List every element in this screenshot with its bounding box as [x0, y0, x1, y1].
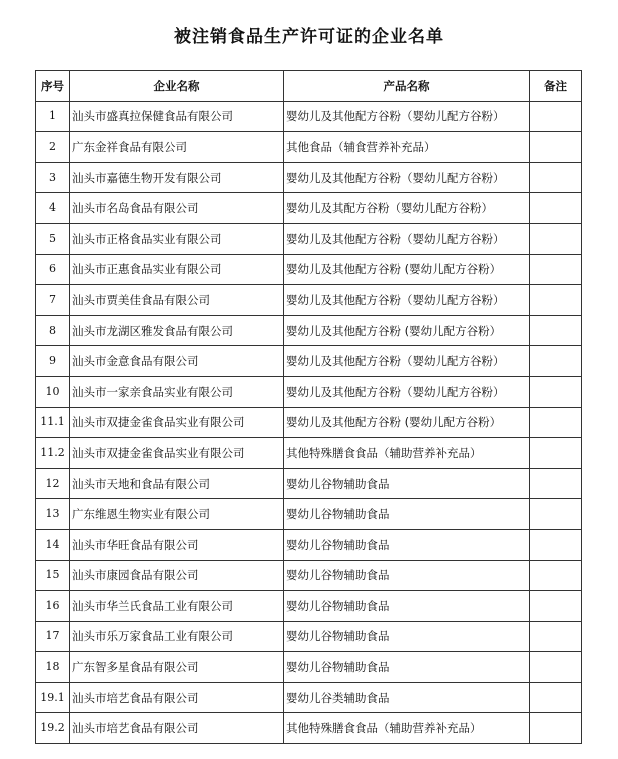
table-row: [36, 499, 582, 530]
row-seq: 12: [36, 468, 70, 499]
row-note: [530, 346, 582, 377]
row-note: [530, 499, 582, 530]
row-enterprise: 汕头市培艺食品有限公司: [70, 682, 284, 713]
row-product: 婴幼儿谷类辅助食品: [284, 682, 530, 713]
row-note: [530, 682, 582, 713]
row-seq: 4: [36, 193, 70, 224]
row-enterprise: 汕头市华旺食品有限公司: [70, 529, 284, 560]
row-note: [530, 407, 582, 438]
header-seq: 序号: [36, 71, 70, 102]
row-enterprise: 广东智多星食品有限公司: [70, 652, 284, 683]
row-product: 婴幼儿及其他配方谷粉（婴幼儿配方谷粉）: [284, 346, 530, 377]
row-seq: 10: [36, 376, 70, 407]
table-row: [36, 346, 582, 377]
table-row: [36, 438, 582, 469]
header-note: 备注: [530, 71, 582, 102]
row-note: [530, 652, 582, 683]
row-note: [530, 621, 582, 652]
row-seq: 16: [36, 591, 70, 622]
row-note: [530, 254, 582, 285]
table-row: [36, 101, 582, 132]
row-product: 其他特殊膳食食品（辅助营养补充品）: [284, 438, 530, 469]
row-product: 婴幼儿及其他配方谷粉（婴幼儿配方谷粉）: [284, 376, 530, 407]
table-body: [36, 101, 582, 743]
row-note: [530, 132, 582, 163]
row-enterprise: 汕头市天地和食品有限公司: [70, 468, 284, 499]
row-enterprise: 汕头市正惠食品实业有限公司: [70, 254, 284, 285]
row-seq: 11.1: [36, 407, 70, 438]
table-row: [36, 682, 582, 713]
row-product: 婴幼儿谷物辅助食品: [284, 468, 530, 499]
row-note: [530, 162, 582, 193]
header-enterprise: 企业名称: [70, 71, 284, 102]
row-enterprise: 广东维恩生物实业有限公司: [70, 499, 284, 530]
row-note: [530, 713, 582, 744]
row-note: [530, 285, 582, 316]
table-row: [36, 713, 582, 744]
table-row: [36, 376, 582, 407]
row-seq: 18: [36, 652, 70, 683]
row-seq: 13: [36, 499, 70, 530]
row-seq: 3: [36, 162, 70, 193]
row-product: 婴幼儿谷物辅助食品: [284, 529, 530, 560]
row-seq: 11.2: [36, 438, 70, 469]
table-row: [36, 193, 582, 224]
row-product: 婴幼儿及其他配方谷粉（婴幼儿配方谷粉）: [284, 162, 530, 193]
row-enterprise: 汕头市双捷金雀食品实业有限公司: [70, 407, 284, 438]
row-product: 婴幼儿谷物辅助食品: [284, 621, 530, 652]
table-header-row: [36, 71, 582, 102]
row-note: [530, 101, 582, 132]
row-enterprise: 广东金祥食品有限公司: [70, 132, 284, 163]
row-enterprise: 汕头市康园食品有限公司: [70, 560, 284, 591]
row-seq: 2: [36, 132, 70, 163]
row-product: 婴幼儿及其他配方谷粉（婴幼儿配方谷粉）: [284, 285, 530, 316]
row-product: 婴幼儿及其他配方谷粉（婴幼儿配方谷粉）: [284, 101, 530, 132]
table-row: [36, 223, 582, 254]
row-product: 婴幼儿及其配方谷粉（婴幼儿配方谷粉）: [284, 193, 530, 224]
row-enterprise: 汕头市正格食品实业有限公司: [70, 223, 284, 254]
row-enterprise: 汕头市双捷金雀食品实业有限公司: [70, 438, 284, 469]
row-enterprise: 汕头市盛真拉保健食品有限公司: [70, 101, 284, 132]
row-seq: 8: [36, 315, 70, 346]
row-note: [530, 193, 582, 224]
row-seq: 6: [36, 254, 70, 285]
row-product: 婴幼儿谷物辅助食品: [284, 560, 530, 591]
row-product: 其他食品（辅食营养补充品）: [284, 132, 530, 163]
row-product: 婴幼儿谷物辅助食品: [284, 591, 530, 622]
row-enterprise: 汕头市一家亲食品实业有限公司: [70, 376, 284, 407]
row-enterprise: 汕头市华兰氏食品工业有限公司: [70, 591, 284, 622]
row-enterprise: 汕头市乐万家食品工业有限公司: [70, 621, 284, 652]
table-row: [36, 407, 582, 438]
row-seq: 7: [36, 285, 70, 316]
row-product: 婴幼儿谷物辅助食品: [284, 499, 530, 530]
row-product: 婴幼儿谷物辅助食品: [284, 652, 530, 683]
table-row: [36, 285, 582, 316]
table-row: [36, 132, 582, 163]
row-note: [530, 438, 582, 469]
row-product: 婴幼儿及其他配方谷粉 (婴幼儿配方谷粉）: [284, 407, 530, 438]
row-note: [530, 315, 582, 346]
table-row: [36, 254, 582, 285]
row-note: [530, 560, 582, 591]
row-enterprise: 汕头市嘉德生物开发有限公司: [70, 162, 284, 193]
row-enterprise: 汕头市龙湖区雅发食品有限公司: [70, 315, 284, 346]
row-enterprise: 汕头市金意食品有限公司: [70, 346, 284, 377]
header-product: 产品名称: [284, 71, 530, 102]
row-enterprise: 汕头市名岛食品有限公司: [70, 193, 284, 224]
row-product: 其他特殊膳食食品（辅助营养补充品）: [284, 713, 530, 744]
table-row: [36, 591, 582, 622]
row-seq: 1: [36, 101, 70, 132]
row-note: [530, 468, 582, 499]
row-note: [530, 376, 582, 407]
table-row: [36, 560, 582, 591]
row-enterprise: 汕头市贾美佳食品有限公司: [70, 285, 284, 316]
row-note: [530, 223, 582, 254]
row-product: 婴幼儿及其他配方谷粉 (婴幼儿配方谷粉）: [284, 254, 530, 285]
row-seq: 19.1: [36, 682, 70, 713]
table-row: [36, 652, 582, 683]
row-seq: 9: [36, 346, 70, 377]
row-seq: 15: [36, 560, 70, 591]
row-seq: 17: [36, 621, 70, 652]
row-seq: 5: [36, 223, 70, 254]
row-enterprise: 汕头市培艺食品有限公司: [70, 713, 284, 744]
row-seq: 19.2: [36, 713, 70, 744]
document-title: 被注销食品生产许可证的企业名单: [174, 27, 444, 47]
table-row: [36, 315, 582, 346]
row-seq: 14: [36, 529, 70, 560]
row-note: [530, 529, 582, 560]
table-row: [36, 621, 582, 652]
table-row: [36, 162, 582, 193]
row-product: 婴幼儿及其他配方谷粉（婴幼儿配方谷粉）: [284, 223, 530, 254]
table-row: [36, 529, 582, 560]
table-row: [36, 468, 582, 499]
enterprise-table: [35, 70, 582, 744]
row-note: [530, 591, 582, 622]
row-product: 婴幼儿及其他配方谷粉 (婴幼儿配方谷粉）: [284, 315, 530, 346]
